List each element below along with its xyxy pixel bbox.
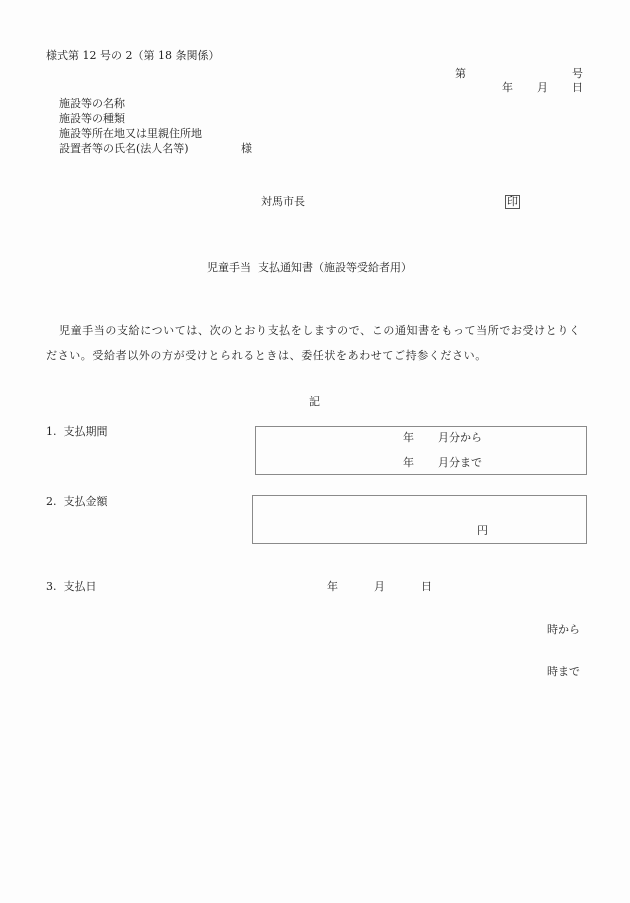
period-label: 1. 支払期間: [46, 425, 108, 438]
field-facility-address: 施設等所在地又は里親住所地: [59, 127, 202, 140]
seal-icon: 印: [507, 195, 518, 208]
payment-date-label: 3. 支払日: [46, 580, 97, 593]
date-year: 年: [502, 81, 513, 94]
period-box: [255, 426, 587, 475]
field-operator-name: 設置者等の氏名(法人名等): [59, 142, 189, 155]
period-from-month: 月分から: [438, 431, 482, 444]
date-day: 日: [572, 81, 583, 94]
payment-date-month: 月: [374, 580, 385, 593]
doc-number-suffix: 号: [572, 67, 583, 80]
honorific: 様: [241, 142, 252, 155]
form-number: 様式第 12 号の 2（第 18 条関係）: [46, 49, 220, 62]
period-to-month: 月分まで: [438, 456, 482, 469]
date-month: 月: [537, 81, 548, 94]
body-line-1: 児童手当の支給については、次のとおり支払をしますので、この通知書をもって当所でお受けとりく: [59, 324, 581, 337]
amount-unit: 円: [477, 524, 488, 537]
doc-number-prefix: 第: [455, 67, 466, 80]
payment-date-year: 年: [327, 580, 338, 593]
time-from: 時から: [547, 623, 580, 636]
ki-marker: 記: [309, 395, 320, 408]
field-facility-name: 施設等の名称: [59, 97, 125, 110]
period-to-year: 年: [403, 456, 414, 469]
field-facility-type: 施設等の種類: [59, 112, 125, 125]
document-title: 児童手当 支払通知書（施設等受給者用）: [207, 261, 412, 274]
period-from-year: 年: [403, 431, 414, 444]
payment-date-day: 日: [421, 580, 432, 593]
amount-label: 2. 支払金額: [46, 495, 108, 508]
amount-box: [252, 495, 587, 544]
body-line-2: ださい。受給者以外の方が受けとられるときは、委任状をあわせてご持参ください。: [46, 349, 487, 362]
issuer: 対馬市長: [261, 195, 305, 208]
time-to: 時まで: [547, 665, 580, 678]
seal-mark: [505, 195, 520, 209]
